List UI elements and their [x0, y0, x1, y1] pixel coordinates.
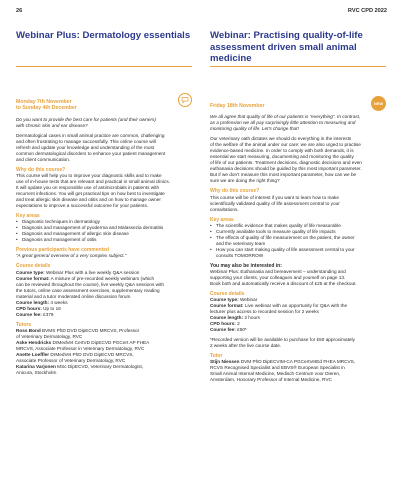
cpd-hours: CPD hours: Up to 16: [16, 305, 61, 311]
key-areas-list: [210, 223, 386, 259]
tutors-heading: Tutors: [16, 321, 32, 328]
course-details-heading: Course details: [210, 291, 245, 298]
tutor-line: Aske Hendricks DrMedVet CertVD DipECVD PGCert AP FHEA: [16, 339, 150, 345]
course-format-line: material and a tutor moderated online discussion forum: [16, 293, 131, 299]
new-badge: NEW: [371, 96, 386, 111]
tutor-line: Anette Loeffler DrMedVet PhD DVD DipECVD MRCVS,: [16, 351, 134, 357]
tutor-line: Ross Bond BVMS PhD DVD DipECVD MRCVS, Professor: [16, 327, 140, 333]
tutor-line: Stijn Niessen DVM PhD DipECVIM-CA PGCertVetEd FHEA MRCVS,: [210, 359, 356, 365]
course-intro: Do you want to provide the best care for patients (and their owners) with chronic skin and ear disease?: [16, 116, 156, 128]
recording-note: *Recorded version will be available to purchase for £50 approximately 2 weeks after the live course date.: [210, 337, 355, 349]
key-areas-heading: Key areas: [210, 216, 234, 223]
why-body: This course will be of interest if you want to learn how to make scientifically validated quality of life assessment central to your consultations.: [210, 194, 340, 212]
why-body: This course will help you to improve your diagnostic skills and to make use of in-house tests that are relevant and practical in small animal clinics. It will update you on responsible use of antimicrobials in patients with recurrent infections. You will get practical tips on how best to investigate and treat allergic skin disease and otitis and on how to manage owner expectations to improve a successful outcome for your patients.: [16, 173, 170, 209]
tutor-line: of Veterinary Dermatology, RVC: [16, 333, 83, 339]
course-details-heading: Course details: [16, 263, 51, 270]
tutor-heading: Tutor: [210, 353, 223, 360]
key-areas-heading: Key areas: [16, 213, 40, 220]
publication-name: RVC CPD 2022: [347, 8, 387, 14]
course-format: Course format: Live webinar with an opportunity for Q&A with the: [210, 303, 348, 309]
why-heading: Why do this course?: [16, 166, 66, 173]
list-item: • How you can start making quality of life assessment central to your consults TOMORROW: [210, 247, 386, 259]
list-item: • The scientific evidence that makes quality of life measurable: [210, 223, 386, 229]
previous-participants-heading: Previous participants have commented: [16, 247, 110, 254]
tutor-line: Katarina Varjonen MSc DipECVD, Veterinary Dermatologist,: [16, 363, 144, 369]
course-length: Course length: 4 weeks: [16, 299, 68, 305]
course-description: Our veterinary oath dictates we should do everything in the interests of the welfare of the animal under our care: we are also urged to practise evidence-based medicine. In order to comply with both demands, it is essential we start measuring, documenting and monitoring the quality of life of our patients. Treatment decisions, diagnostic decisions and even euthanasia decisions should be guided by this most important parameter. But if we don’t measure this most important parameter, how can we be sure we are doing the right thing?: [210, 136, 362, 184]
list-item: • Currently available tools to measure quality of life impacts: [210, 229, 386, 235]
participant-quote: “A great general overview of a very complex subject.”: [16, 253, 127, 259]
tutor-line: Small Animal Internal Medicine, Medisch Centrum voor Dieren,: [210, 371, 341, 377]
course-format-line: lecturer plus access to recorded session for 2 weeks: [210, 309, 319, 315]
course-date: Friday 18th November: [210, 103, 265, 109]
why-heading: Why do this course?: [210, 188, 260, 195]
tutor-list: [210, 359, 386, 383]
course-quality-of-life: [210, 30, 386, 383]
course-intro: We all agree that quality of life of our patients is “everything”. In contrast, as a profession we all pay surprisingly little attention to measuring and monitoring quality of life. Let’s change that!: [210, 114, 361, 132]
course-title: Webinar: Practising quality-of-life assessment driven small animal medicine: [210, 30, 386, 67]
tutor-line: Anicura, Stockholm: [16, 369, 57, 375]
list-item: • The effects of quality of life measurement on the patient, the owner and the veterinary team: [210, 235, 386, 247]
list-item: • Diagnostic techniques in dermatology: [16, 219, 192, 225]
course-title: Webinar Plus: Dermatology essentials: [16, 30, 192, 67]
list-item: • Diagnosis and management of allergic skin disease: [16, 231, 192, 237]
course-fee: Course fee: £50*: [210, 327, 247, 333]
cpd-hours: CPD hours: 2: [210, 321, 240, 327]
course-dermatology: [16, 30, 192, 376]
tutor-line: Amsterdam, Honorary Professor of Internal Medicine, RVC: [210, 377, 332, 383]
course-format-line: can be reviewed throughout the course), live weekly Q&A sessions with: [16, 281, 164, 287]
course-type: Course type: Webinar: [210, 297, 258, 303]
course-type: Course type: Webinar Plus with a live weekly Q&A session: [16, 269, 140, 275]
chat-bubble-icon: [178, 93, 192, 107]
course-format: Course format: A mixture of pre-recorded weekly webinars (which: [16, 275, 155, 281]
tutor-line: RCVS Recognised Specialist and EBVS® European Specialist in: [210, 365, 345, 371]
course-format-line: the tutors, online case assessment exercises, supplementary reading: [16, 287, 160, 293]
list-item: • Diagnosis and management of pyoderma and Malassezia dermatitis: [16, 225, 192, 231]
course-description: Dermatological cases in small animal practice are common, challenging and often frustrating to manage successfully. This online course will refresh and update your knowledge and understanding of the most common dermatological disorders to enhance your patient management and client communication.: [16, 132, 166, 162]
tutor-list: [16, 328, 192, 376]
page-number: 26: [16, 8, 23, 14]
page-header: [16, 8, 387, 18]
course-length: Course length: 2 hours: [210, 315, 261, 321]
tutor-line: MRCVS, Associate Professor in Veterinary Dermatology, RVC: [16, 345, 145, 351]
related-course-body: Webinar Plus: Euthanasia and bereavement – understanding and supporting your clients, your colleagues and yourself on page 13. Book both and automatically receive a discount of £25 at the checkout.: [210, 269, 357, 287]
related-course-heading: You may also be interested in:: [210, 262, 282, 269]
key-areas-list: [16, 219, 192, 243]
tutor-line: Associate Professor of Veterinary Dermatology, RVC: [16, 357, 126, 363]
course-date: Monday 7th November to Sunday 4th December: [16, 99, 77, 112]
course-fee: Course fee: £379: [16, 311, 54, 317]
list-item: • Diagnosis and management of otitis: [16, 237, 192, 243]
